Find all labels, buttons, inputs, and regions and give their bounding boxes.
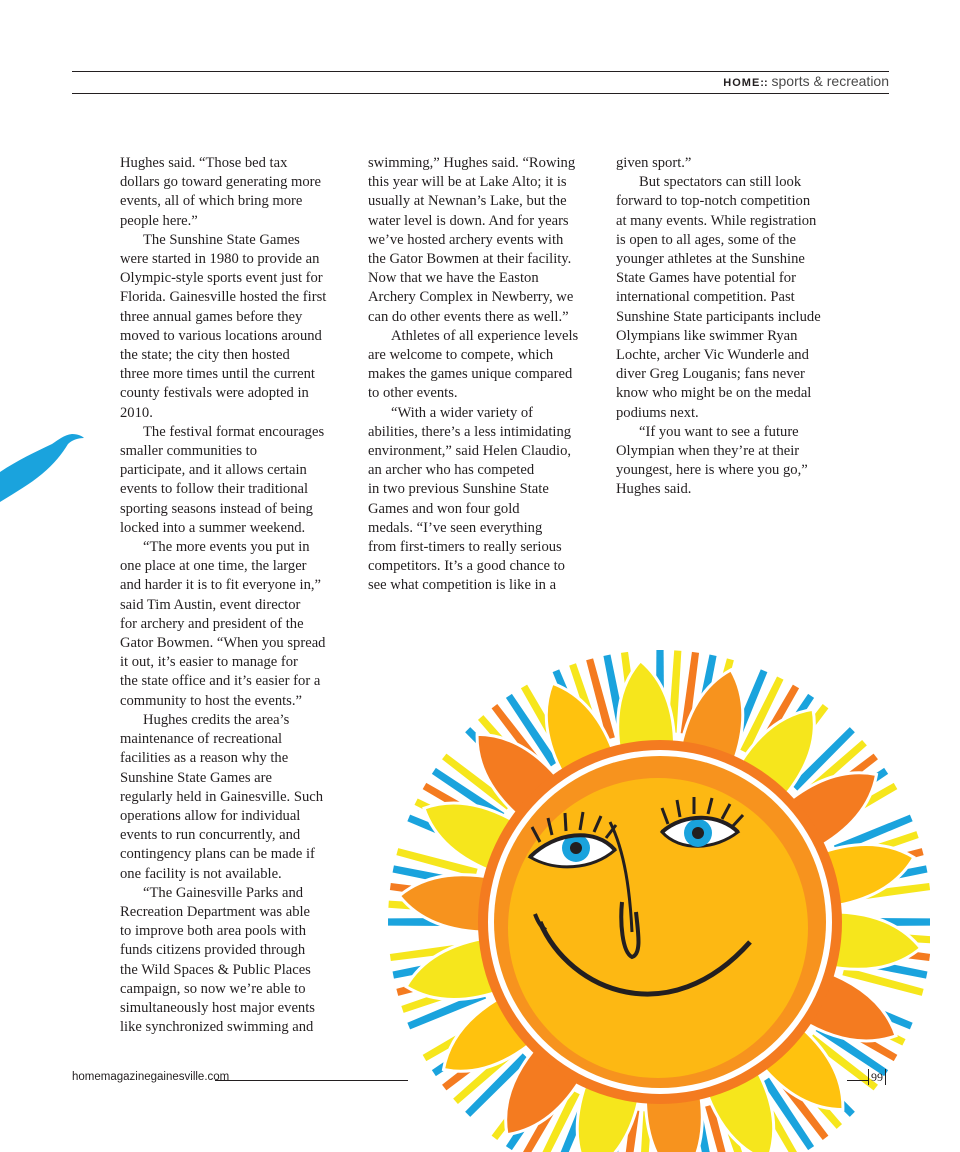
- section-header: [723, 73, 889, 89]
- article-line: Olympian when they’re at their: [616, 443, 800, 460]
- article-line: Recreation Department was able: [120, 903, 311, 920]
- article-line: events to run concurrently, and: [120, 827, 301, 844]
- article-line: the state office and it’s easier for a: [120, 673, 321, 690]
- article-line: podiums next.: [616, 404, 699, 421]
- article-line: Sunshine State participants include: [616, 308, 821, 325]
- article-line: funds citizens provided through: [120, 942, 306, 959]
- article-line: Olympians like swimmer Ryan: [616, 327, 798, 344]
- article-line: Now that we have the Easton: [368, 270, 539, 287]
- article-line: younger athletes at the Sunshine: [616, 251, 805, 268]
- article-line: three annual games before they: [120, 308, 303, 325]
- smiling-sun-illustration: [370, 632, 930, 1152]
- article-line: Sunshine State Games are: [120, 769, 272, 786]
- article-line: events to follow their traditional: [120, 481, 309, 498]
- article-line: water level is down. And for years: [368, 212, 569, 229]
- article-line: sporting seasons instead of being: [120, 500, 313, 517]
- footer-rule-left: [215, 1080, 408, 1081]
- article-line: this year will be at Lake Alto; it is: [368, 174, 567, 191]
- article-line: participate, and it allows certain: [120, 462, 307, 479]
- article-line: Olympic-style sports event just for: [120, 270, 323, 287]
- article-line: Hughes said.: [616, 481, 692, 498]
- article-line: “The more events you put in: [143, 539, 310, 556]
- article-line: medals. “I’ve seen everything: [368, 519, 543, 536]
- article-line: The festival format encourages: [143, 423, 325, 440]
- article-line: The Sunshine State Games: [143, 231, 300, 248]
- article-line: Lochte, archer Vic Wunderle and: [616, 347, 809, 364]
- article-line: campaign, so now we’re able to: [120, 980, 306, 997]
- article-line: three more times until the current: [120, 366, 315, 383]
- article-line: contingency plans can be made if: [120, 846, 315, 863]
- article-line: one place at one time, the larger: [120, 558, 307, 575]
- article-line: competitors. It’s a good chance to: [368, 558, 565, 575]
- article-line: it out, it’s easier to manage for: [120, 654, 298, 671]
- article-line: county festivals were adopted in: [120, 385, 309, 402]
- article-line: makes the games unique compared: [368, 366, 573, 383]
- article-line: to improve both area pools with: [120, 923, 307, 940]
- article-line: “With a wider variety of: [391, 404, 534, 421]
- article-line: moved to various locations around: [120, 327, 322, 344]
- article-line: like synchronized swimming and: [120, 1019, 314, 1036]
- article-line: forward to top-notch competition: [616, 193, 811, 210]
- article-line: State Games have potential for: [616, 270, 796, 287]
- section-home-label: HOME: [723, 77, 761, 89]
- article-line: operations allow for individual: [120, 807, 301, 824]
- article-column-3: [616, 154, 846, 500]
- article-line: Florida. Gainesville hosted the first: [120, 289, 327, 306]
- article-line: can do other events there as well.”: [368, 308, 569, 325]
- article-line: abilities, there’s a less intimidating: [368, 423, 572, 440]
- article-line: “The Gainesville Parks and: [143, 884, 304, 901]
- article-line: maintenance of recreational: [120, 731, 283, 748]
- article-line: Gator Bowmen. “When you spread: [120, 635, 326, 652]
- article-line: events, all of which bring more: [120, 193, 303, 210]
- article-line: facilities as a reason why the: [120, 750, 289, 767]
- article-line: given sport.”: [616, 155, 692, 171]
- article-line: the Gator Bowmen at their facility.: [368, 251, 572, 268]
- article-line: environment,” said Helen Claudio,: [368, 443, 572, 460]
- article-line: the state; the city then hosted: [120, 347, 290, 364]
- article-line: usually at Newnan’s Lake, but the: [368, 193, 567, 210]
- article-line: But spectators can still look: [639, 174, 802, 191]
- article-line: and harder it is to fit everyone in,”: [120, 577, 321, 594]
- page-number: 99: [868, 1069, 886, 1085]
- article-line: see what competition is like in a: [368, 577, 557, 594]
- article-line: Athletes of all experience levels: [391, 327, 579, 344]
- article-line: community to host the events.”: [120, 692, 302, 709]
- section-separator: ::: [760, 77, 768, 89]
- article-line: to other events.: [368, 385, 458, 402]
- header-rule-bottom: [72, 93, 889, 94]
- article-line: dollars go toward generating more: [120, 174, 322, 191]
- article-line: simultaneously host major events: [120, 999, 315, 1016]
- article-line: from first-timers to really serious: [368, 539, 562, 556]
- article-line: people here.”: [120, 212, 198, 229]
- article-line: diver Greg Louganis; fans never: [616, 366, 805, 383]
- footer-website-url[interactable]: homemagazinegainesville.com: [72, 1071, 230, 1083]
- article-line: Archery Complex in Newberry, we: [368, 289, 574, 306]
- article-line: the Wild Spaces & Public Places: [120, 961, 311, 978]
- article-line: locked into a summer weekend.: [120, 519, 306, 536]
- article-line: international competition. Past: [616, 289, 795, 306]
- section-title: sports & recreation: [771, 73, 889, 89]
- article-line: for archery and president of the: [120, 615, 304, 632]
- article-line: swimming,” Hughes said. “Rowing: [368, 155, 576, 171]
- article-line: “If you want to see a future: [639, 423, 799, 440]
- article-line: 2010.: [120, 404, 153, 421]
- article-line: Hughes credits the area’s: [143, 711, 290, 728]
- article-column-1: [120, 154, 350, 1037]
- bird-illustration: [0, 430, 90, 510]
- article-line: one facility is not available.: [120, 865, 282, 882]
- article-line: were started in 1980 to provide an: [120, 251, 320, 268]
- article-line: an archer who has competed: [368, 462, 535, 479]
- article-line: are welcome to compete, which: [368, 347, 554, 364]
- article-line: Games and won four gold: [368, 500, 520, 517]
- article-line: said Tim Austin, event director: [120, 596, 301, 613]
- article-line: youngest, here is where you go,”: [616, 462, 808, 479]
- article-line: we’ve hosted archery events with: [368, 231, 564, 248]
- article-line: smaller communities to: [120, 443, 257, 460]
- footer-rule-right: [847, 1080, 868, 1081]
- article-line: know who might be on the medal: [616, 385, 812, 402]
- article-line: Hughes said. “Those bed tax: [120, 155, 288, 171]
- article-line: regularly held in Gainesville. Such: [120, 788, 324, 805]
- article-column-2: [368, 154, 598, 596]
- article-line: in two previous Sunshine State: [368, 481, 549, 498]
- article-line: is open to all ages, some of the: [616, 231, 796, 248]
- header-rule-top: [72, 71, 889, 72]
- article-line: at many events. While registration: [616, 212, 817, 229]
